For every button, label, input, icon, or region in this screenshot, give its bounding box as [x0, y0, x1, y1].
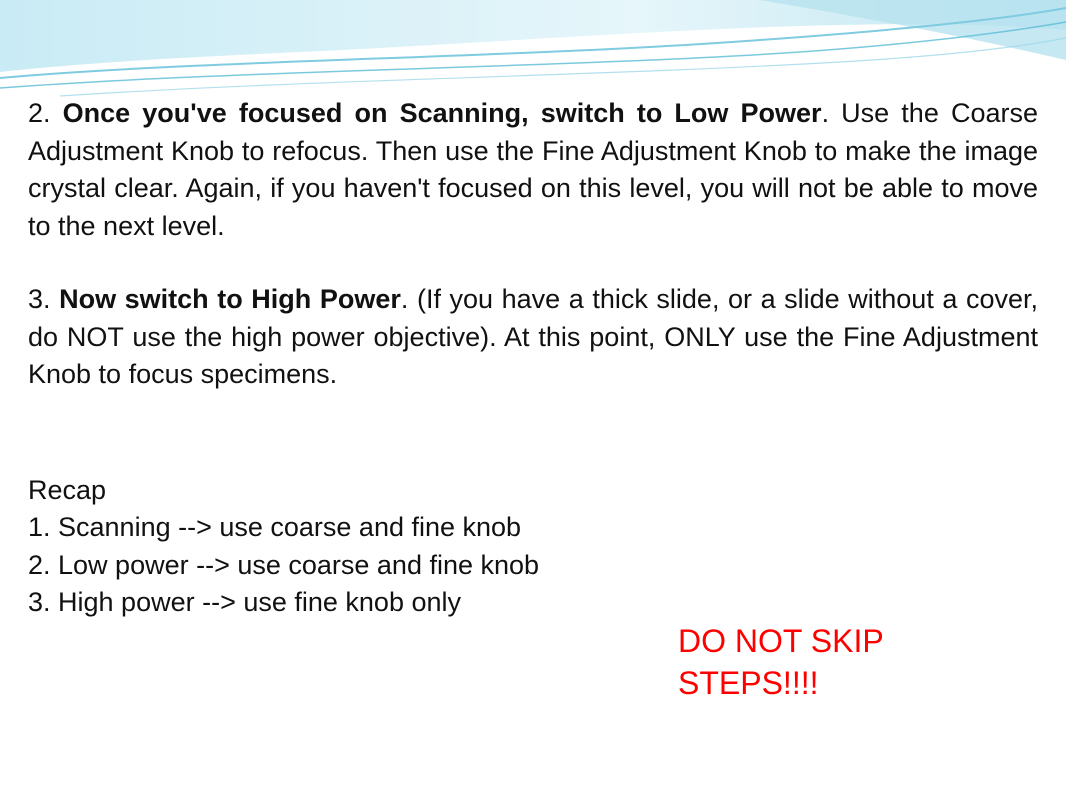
step-2-heading: Once you've focused on Scanning, switch to Low Power	[62, 98, 822, 128]
warning-callout	[678, 620, 978, 704]
step-2-text: . Use the Coarse Adjustment Knob to refocus. Then use the Fine Adjustment Knob to make the image crystal clear. Again, if you haven't focused on this level, you will not be able to move to the next level.	[28, 98, 1038, 241]
warning-line-1: DO NOT SKIP	[678, 623, 884, 659]
recap-item: 1. Scanning --> use coarse and fine knob	[28, 512, 522, 542]
warning-line-2: STEPS!!!!	[678, 665, 819, 701]
step-2-paragraph	[28, 95, 1038, 245]
recap-item: 2. Low power --> use coarse and fine knob	[28, 549, 540, 580]
recap-section	[28, 472, 1038, 622]
step-3-heading: Now switch to High Power	[59, 284, 401, 314]
recap-item: 3. High power --> use fine knob only	[28, 587, 461, 617]
step-3-text: . (If you have a thick slide, or a slide without a cover, do NOT use the high power objective). At this point, ONLY use the Fine Adjustment Knob to focus specimens.	[28, 284, 1039, 389]
step-2-number: 2.	[28, 98, 63, 128]
step-3-number: 3.	[28, 284, 60, 314]
step-3-paragraph	[28, 281, 1038, 394]
slide-body	[28, 95, 1038, 622]
recap-title: Recap	[28, 474, 107, 505]
